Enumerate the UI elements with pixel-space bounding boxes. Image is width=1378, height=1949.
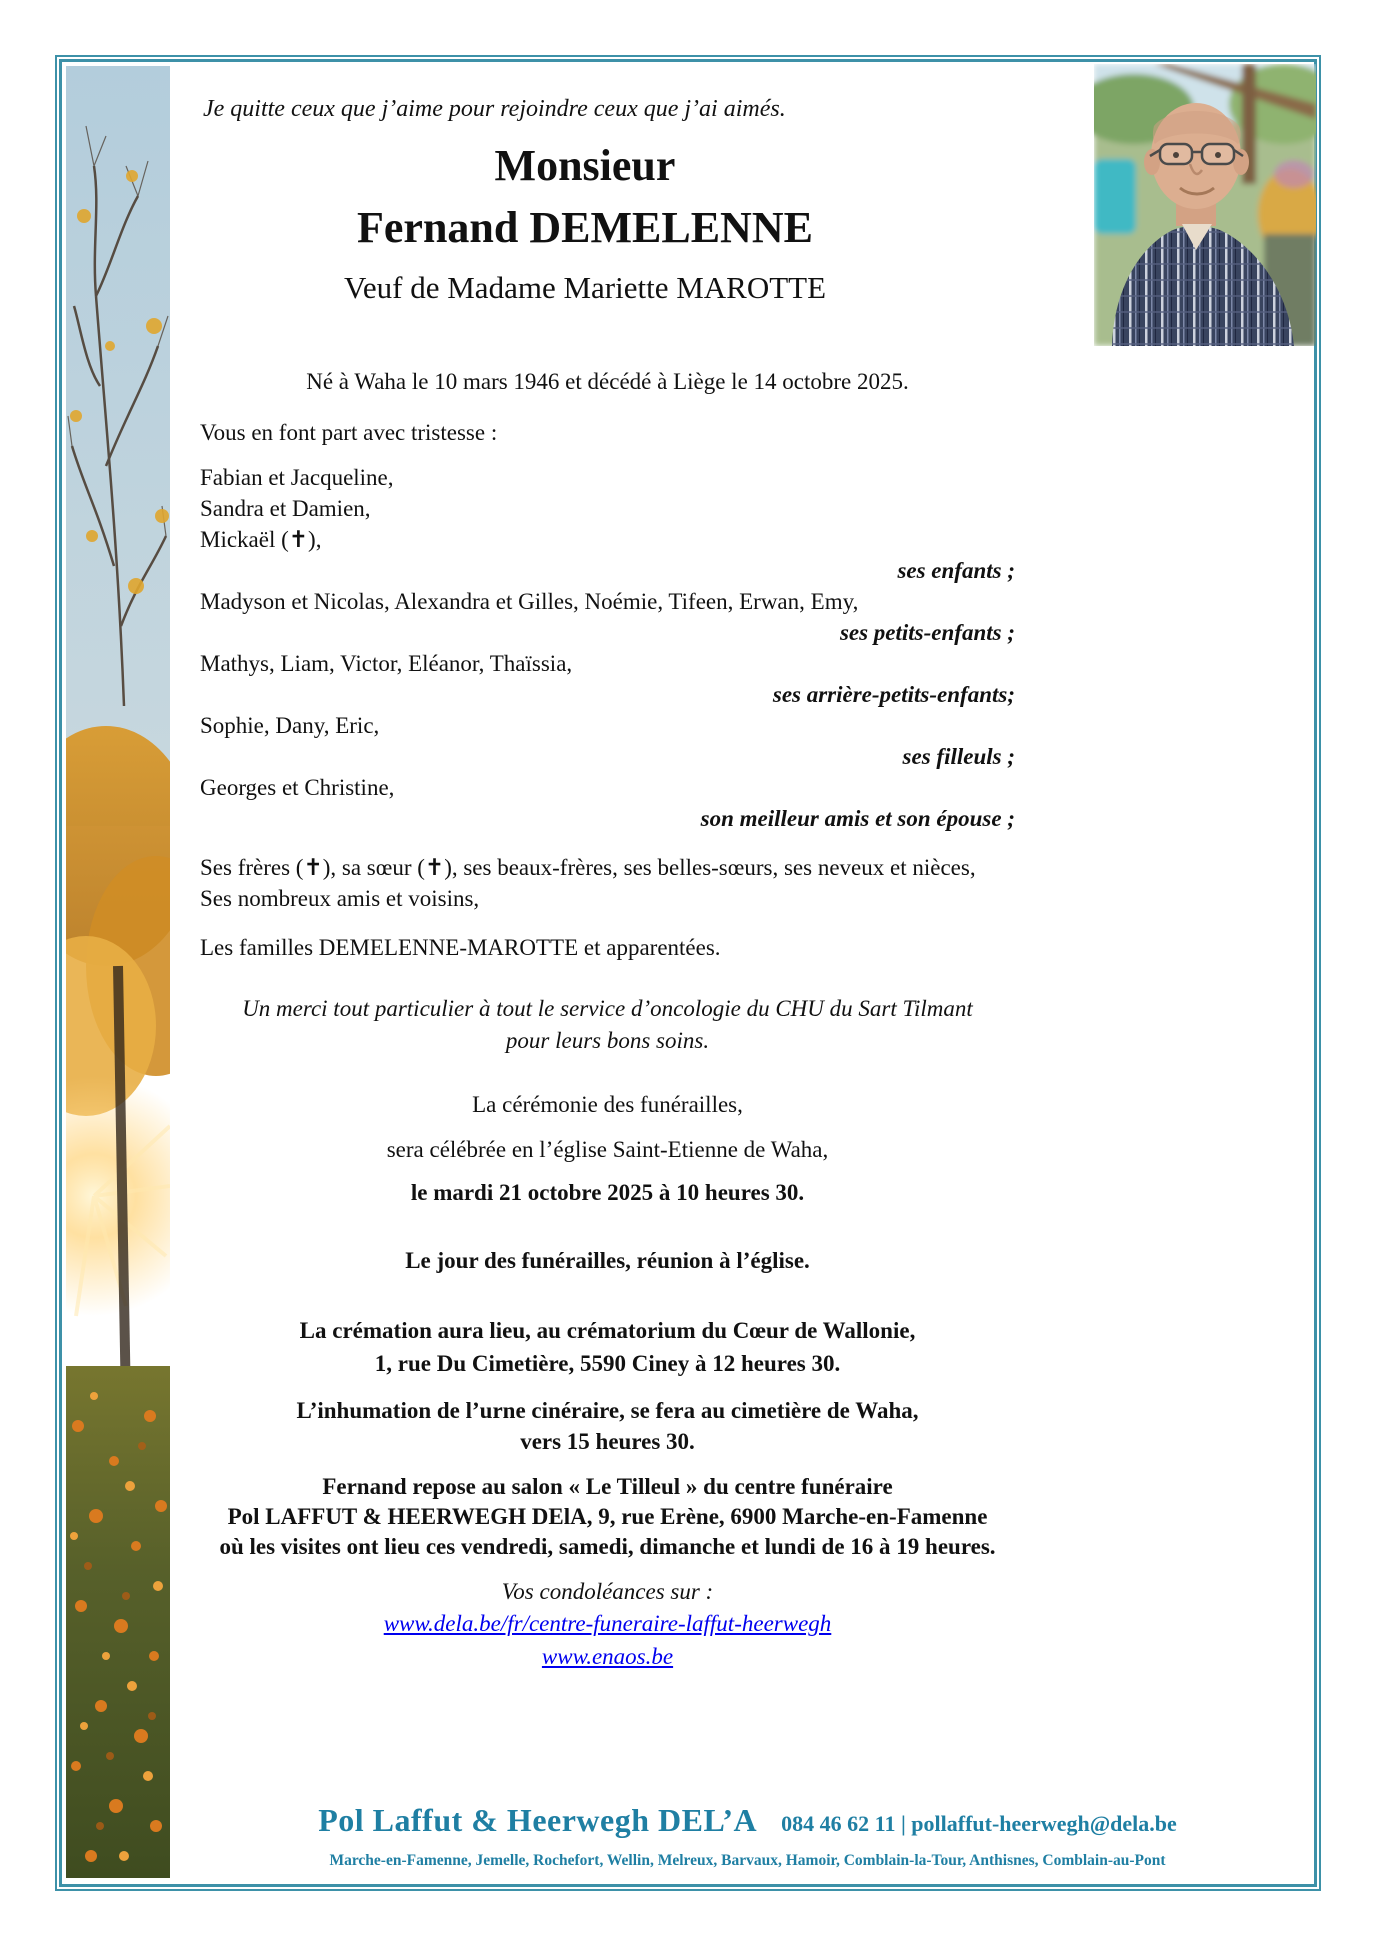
family-group-children (200, 462, 1015, 586)
thanks-line: Un merci tout particulier à tout le service d’oncologie du CHU du Sart Tilmant (242, 996, 973, 1021)
repose-line: Fernand repose au salon « Le Tilleul » du centre funéraire (322, 1474, 893, 1499)
autumn-photo-strip (66, 66, 170, 1878)
friends-line: Ses nombreux amis et voisins, (200, 886, 480, 911)
family-names-line: Madyson et Nicolas, Alexandra et Gilles, Noémie, Tifeen, Erwan, Emy, (200, 589, 859, 614)
autumn-photo (66, 66, 170, 1878)
deceased-portrait (1094, 64, 1316, 346)
funeral-home-contact: 084 46 62 11 | pollaffut-heerwegh@dela.be (781, 1811, 1177, 1836)
relation-label: ses filleuls ; (902, 744, 1015, 769)
family-group-best-friend (200, 772, 1015, 834)
visits-line: où les visites ont lieu ces vendredi, samedi, dimanche et lundi de 16 à 19 heures. (219, 1534, 996, 1559)
family-names-line: Fabian et Jacqueline, (200, 465, 394, 490)
funeral-home-towns: Marche-en-Famenne, Jemelle, Rochefort, Wellin, Melreux, Barvaux, Hamoir, Comblain-la-Tour, Anthisnes, Comblain-au-Pont (329, 1852, 1166, 1869)
announcement-intro: Vous en font part avec tristesse : (200, 420, 498, 445)
siblings-block (200, 852, 1015, 914)
repose-address-line: Pol LAFFUT & HEERWEGH DElA, 9, rue Erène, 6900 Marche-en-Famenne (227, 1504, 988, 1529)
ceremony-date-line: le mardi 21 octobre 2025 à 10 heures 30. (410, 1180, 805, 1205)
families-line: Les familles DEMELENNE-MAROTTE et apparentées. (200, 935, 721, 960)
relation-label: ses enfants ; (897, 558, 1015, 583)
ceremony-line: La cérémonie des funérailles, (472, 1092, 743, 1117)
condolences-link-enaos[interactable]: www.enaos.be (541, 1644, 674, 1669)
family-group-godchildren (200, 710, 1015, 772)
family-names-line: Georges et Christine, (200, 775, 395, 800)
opening-quote: Je quitte ceux que j’aime pour rejoindre ceux que j’ai aimés. (203, 96, 786, 122)
birth-death-line: Né à Waha le 10 mars 1946 et décédé à Liège le 14 octobre 2025. (306, 369, 909, 394)
deceased-name: Fernand DEMELENNE (357, 203, 813, 252)
thanks-block (200, 993, 1015, 1057)
inhumation-block (200, 1395, 1015, 1457)
cremation-block (200, 1314, 1015, 1380)
widower-subtitle: Veuf de Madame Mariette MAROTTE (343, 270, 827, 305)
meeting-line: Le jour des funérailles, réunion à l’église. (405, 1248, 810, 1273)
inhumation-line: L’inhumation de l’urne cinéraire, se fera au cimetière de Waha, (296, 1398, 919, 1423)
family-group-great-grandchildren (200, 648, 1015, 710)
cremation-line: La crémation aura lieu, au crématorium du Cœur de Wallonie, (299, 1318, 916, 1343)
ceremony-church-line: sera célébrée en l’église Saint-Etienne de Waha, (386, 1137, 829, 1162)
siblings-line: Ses frères (✝), sa sœur (✝), ses beaux-frères, ses belles-sœurs, ses neveux et nièces, (200, 855, 976, 880)
portrait-photo (1094, 64, 1316, 346)
repose-block (200, 1472, 1015, 1562)
family-names-line: Mickaël (✝), (200, 527, 322, 552)
title-block (200, 136, 970, 316)
funeral-home-footer (175, 1800, 1320, 1871)
family-names-line: Mathys, Liam, Victor, Eléanor, Thaïssia, (200, 651, 573, 676)
relation-label: son meilleur amis et son épouse ; (700, 806, 1015, 831)
main-text-column (200, 366, 1015, 1673)
family-group-grandchildren (200, 586, 1015, 648)
thanks-line: pour leurs bons soins. (505, 1028, 710, 1053)
family-names-line: Sophie, Dany, Eric, (200, 713, 380, 738)
cremation-address-line: 1, rue Du Cimetière, 5590 Ciney à 12 heures 30. (374, 1351, 841, 1376)
relation-label: ses petits-enfants ; (839, 620, 1015, 645)
condolences-label: Vos condoléances sur : (501, 1579, 714, 1604)
inhumation-time-line: vers 15 heures 30. (520, 1429, 695, 1454)
funeral-home-logo: Pol Laffut & Heerwegh DEL’A (318, 1802, 758, 1838)
family-names-line: Sandra et Damien, (200, 496, 371, 521)
condolences-link-dela[interactable]: www.dela.be/fr/centre-funeraire-laffut-heerwegh (383, 1611, 832, 1636)
title-prefix: Monsieur (494, 141, 676, 190)
relation-label: ses arrière-petits-enfants; (772, 682, 1015, 707)
